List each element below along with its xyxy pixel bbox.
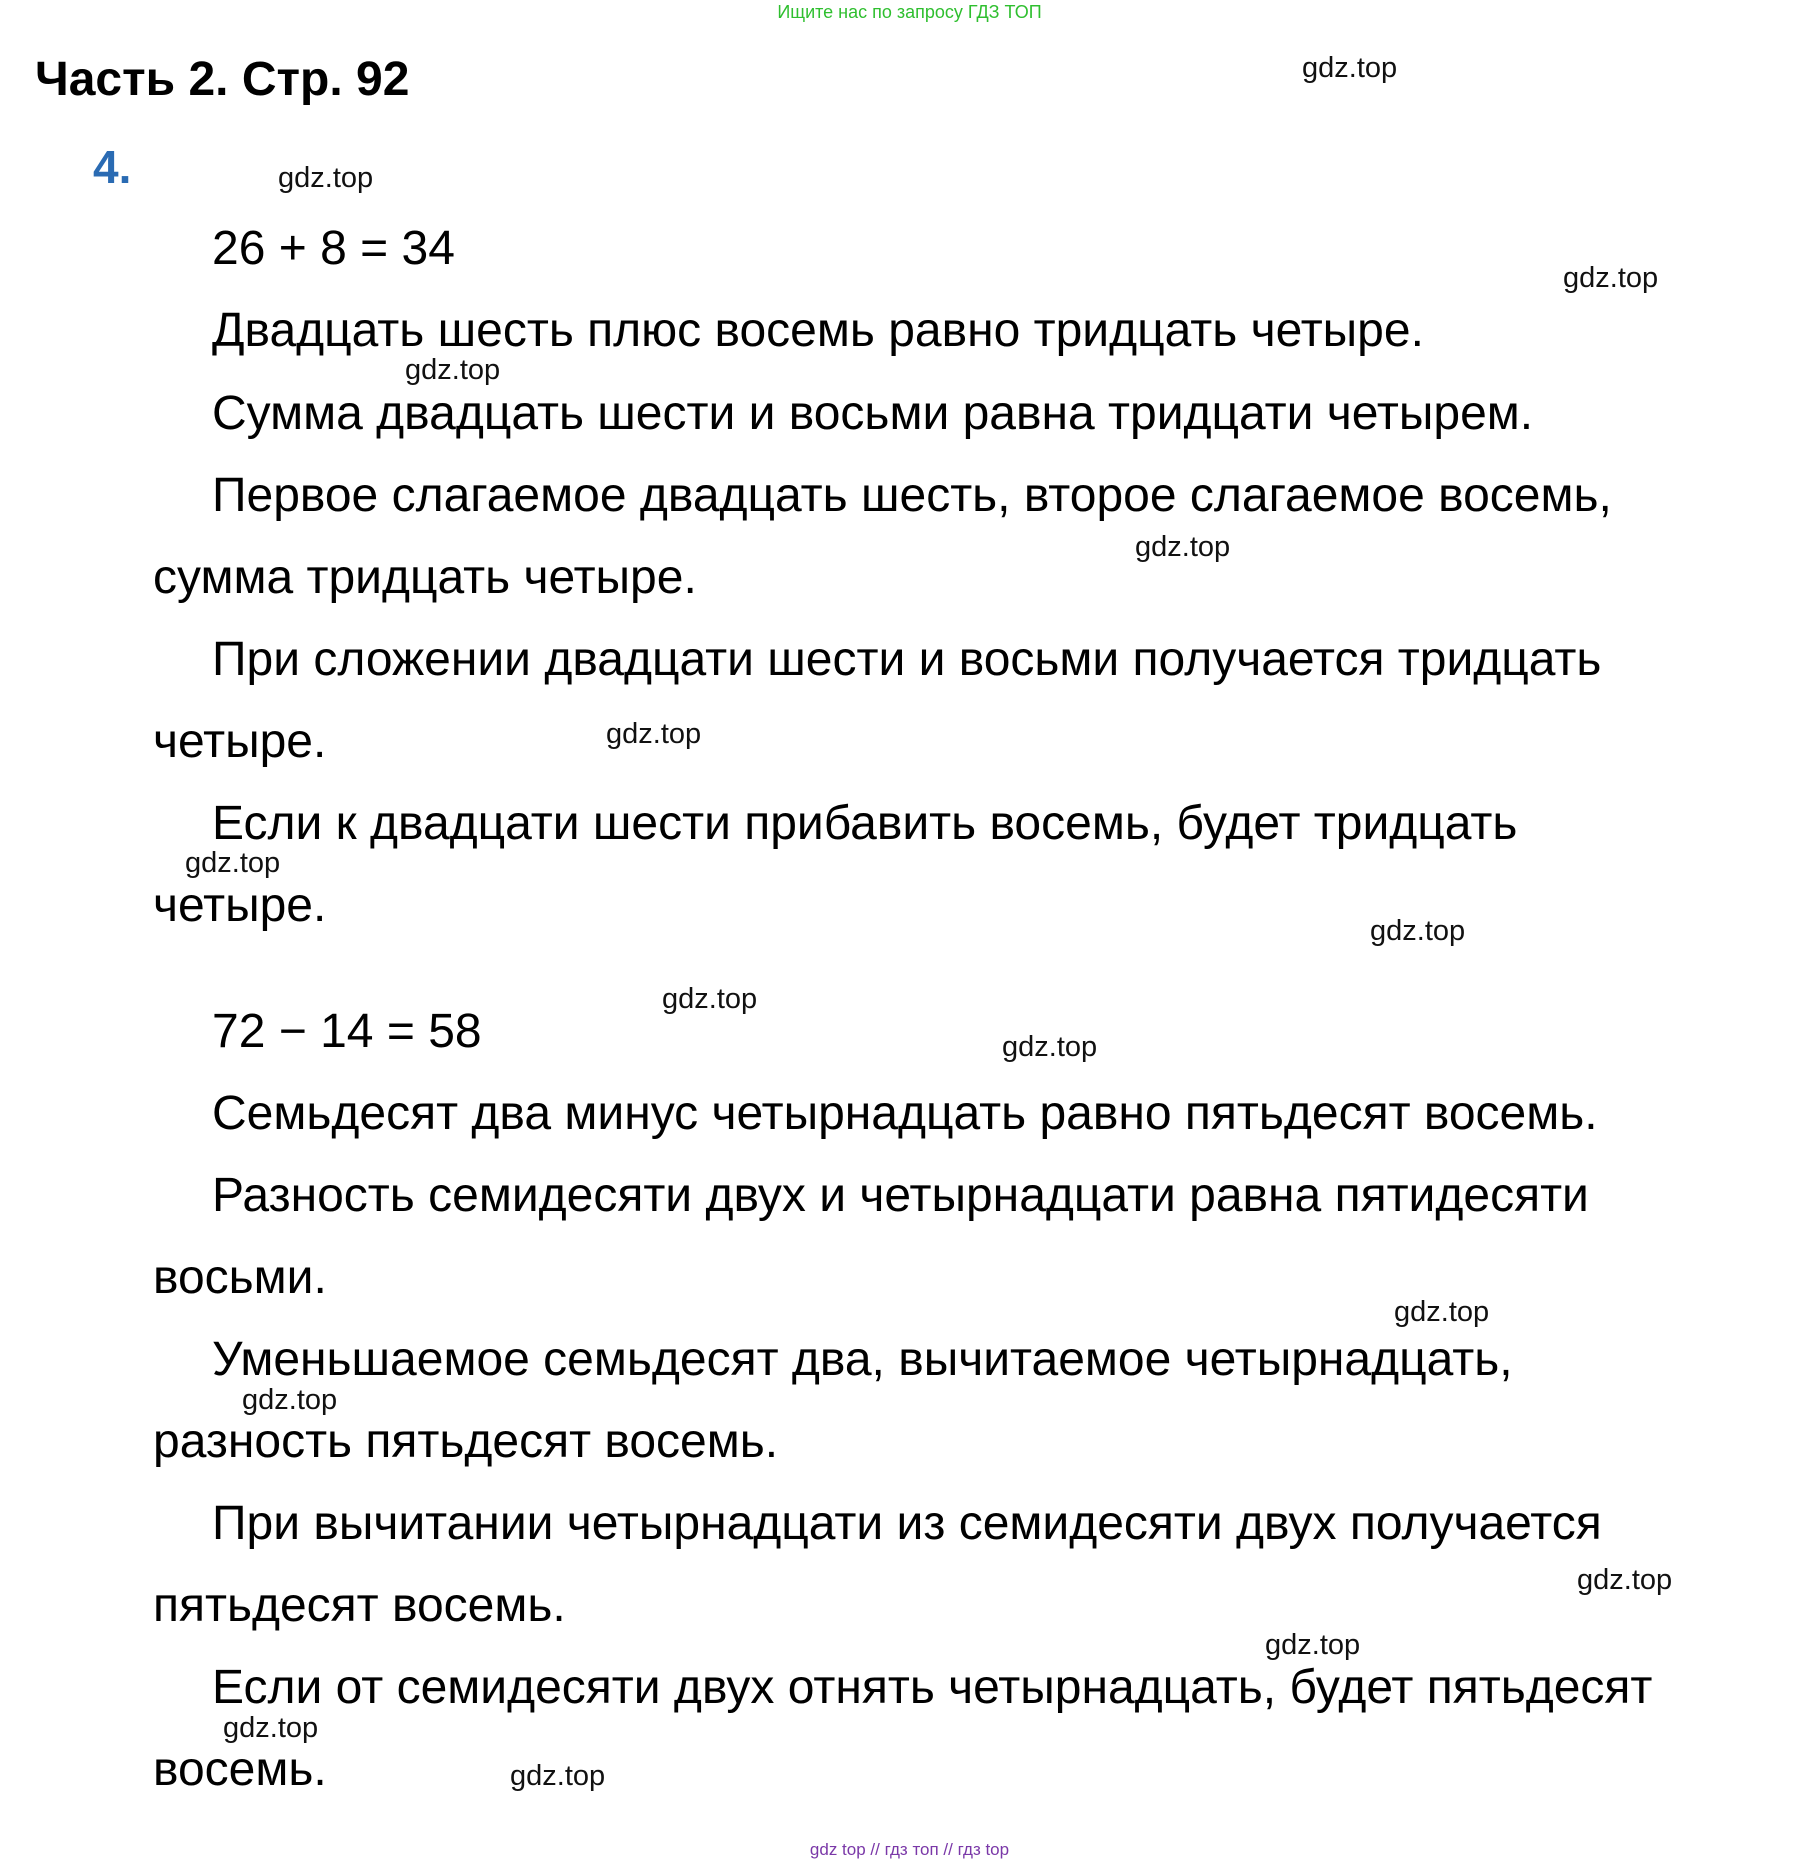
- watermark: gdz.top: [662, 983, 758, 1015]
- watermark: gdz.top: [1577, 1564, 1673, 1596]
- text-line: сумма тридцать четыре.: [153, 551, 697, 604]
- subtraction-equation: 72 − 14 = 58: [212, 1005, 482, 1058]
- text-line: Если от семидесяти двух отнять четырнадцать, будет пятьдесят: [212, 1661, 1653, 1714]
- text-line: Первое слагаемое двадцать шесть, второе слагаемое восемь,: [212, 469, 1612, 522]
- watermark: gdz.top: [1302, 52, 1398, 84]
- page-title: Часть 2. Стр. 92: [35, 53, 410, 106]
- watermark: gdz.top: [185, 847, 281, 879]
- watermark: gdz.top: [242, 1384, 338, 1416]
- text-line: Если к двадцати шести прибавить восемь, будет тридцать: [212, 797, 1518, 850]
- task-number: 4.: [93, 141, 132, 193]
- text-line: пятьдесят восемь.: [153, 1579, 566, 1632]
- text-line: восемь.: [153, 1743, 327, 1796]
- text-line: При сложении двадцати шести и восьми получается тридцать: [212, 633, 1602, 686]
- text-line: четыре.: [153, 715, 327, 768]
- watermark: gdz.top: [510, 1760, 606, 1792]
- addition-equation: 26 + 8 = 34: [212, 222, 455, 275]
- text-line: При вычитании четырнадцати из семидесяти двух получается: [212, 1497, 1602, 1550]
- text-line: Уменьшаемое семьдесят два, вычитаемое четырнадцать,: [212, 1333, 1513, 1386]
- text-line: восьми.: [153, 1251, 327, 1304]
- top-banner: Ищите нас по запросу ГДЗ ТОП: [777, 2, 1042, 22]
- text-line: четыре.: [153, 879, 327, 932]
- watermark: gdz.top: [1002, 1031, 1098, 1063]
- text-line: разность пятьдесят восемь.: [153, 1415, 779, 1468]
- footer: gdz top // гдз топ // гдз top: [809, 1840, 1010, 1859]
- watermark: gdz.top: [405, 354, 501, 386]
- text-line: Сумма двадцать шести и восьми равна тридцати четырем.: [212, 387, 1534, 440]
- text-line: Разность семидесяти двух и четырнадцати равна пятидесяти: [212, 1169, 1589, 1222]
- watermark: gdz.top: [223, 1712, 319, 1744]
- watermark: gdz.top: [1394, 1296, 1490, 1328]
- watermark: gdz.top: [606, 718, 702, 750]
- text-line: Семьдесят два минус четырнадцать равно пятьдесят восемь.: [212, 1087, 1598, 1140]
- watermark: gdz.top: [1563, 262, 1659, 294]
- watermark: gdz.top: [1370, 915, 1466, 947]
- watermark: gdz.top: [278, 162, 374, 194]
- watermark: gdz.top: [1265, 1629, 1361, 1661]
- text-line: Двадцать шесть плюс восемь равно тридцать четыре.: [212, 304, 1424, 357]
- watermark: gdz.top: [1135, 531, 1231, 563]
